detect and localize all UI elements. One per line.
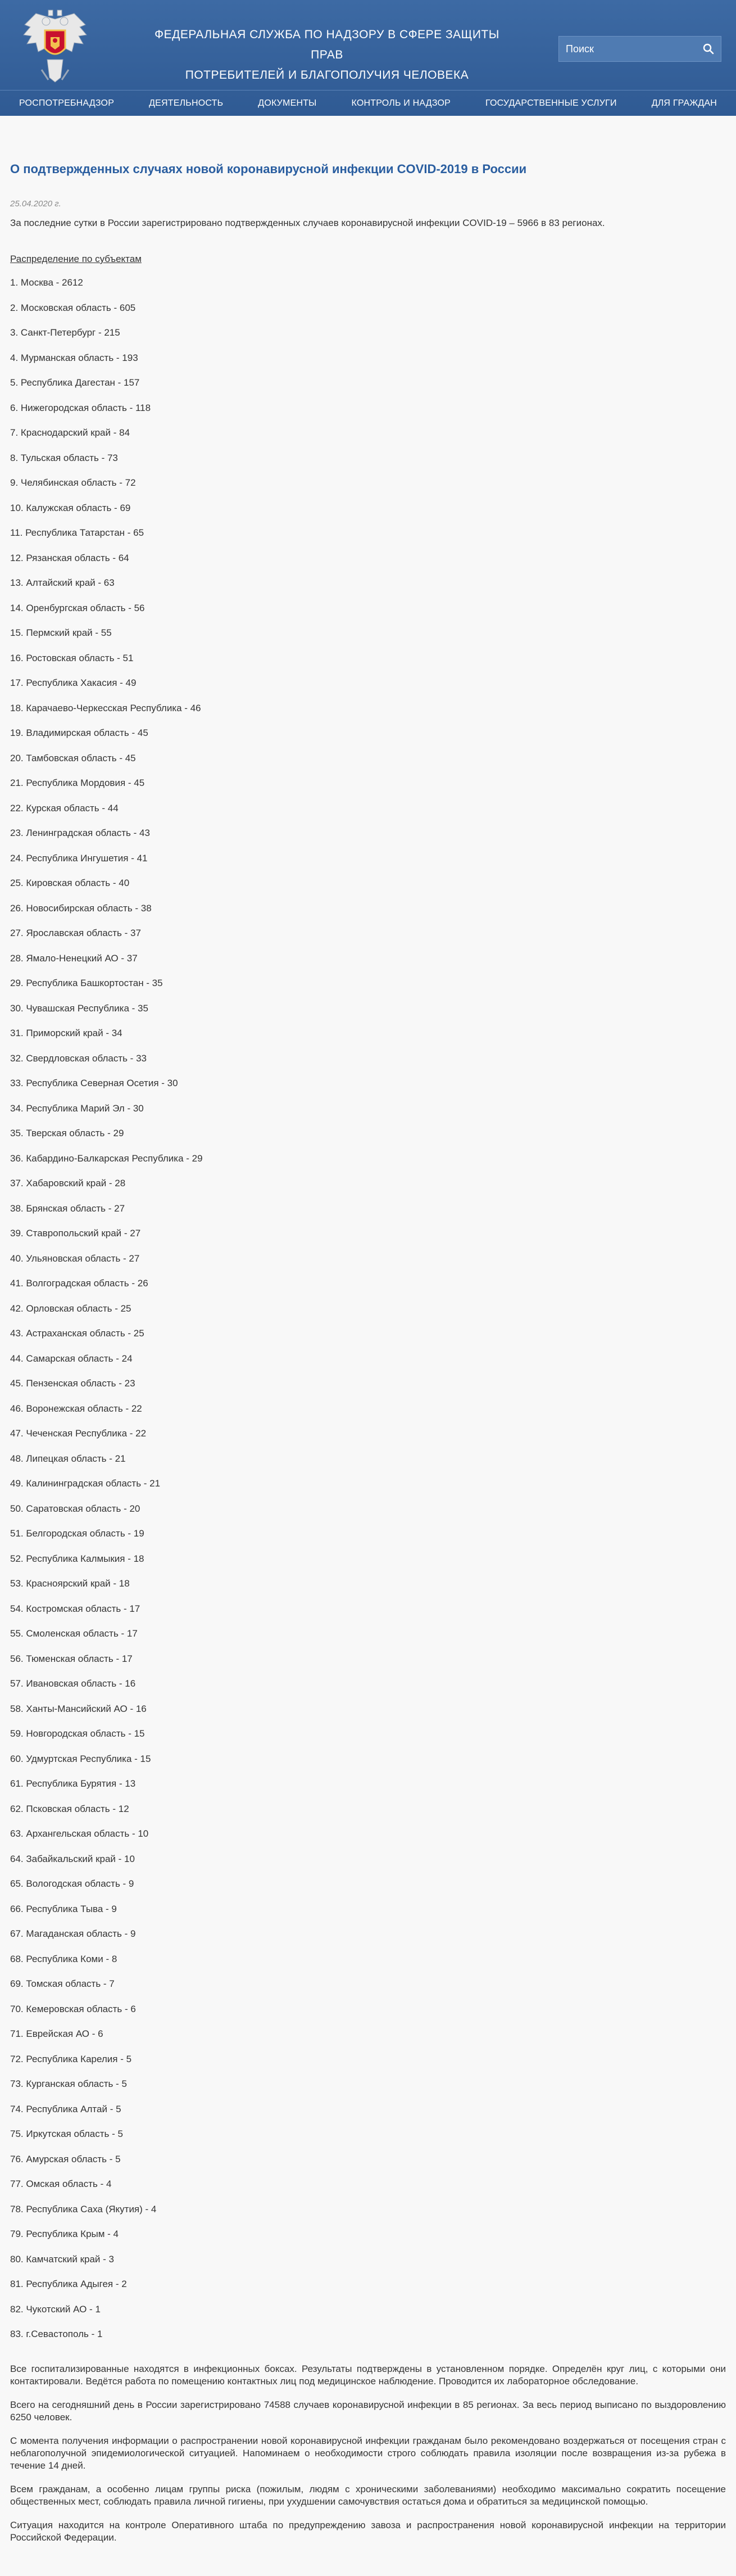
list-item: 28. Ямало-Ненецкий АО - 37 bbox=[10, 952, 138, 964]
list-item: 45. Пензенская область - 23 bbox=[10, 1378, 135, 1389]
list-item: 67. Магаданская область - 9 bbox=[10, 1928, 136, 1939]
article-date: 25.04.2020 г. bbox=[10, 199, 61, 209]
list-item: 80. Камчатский край - 3 bbox=[10, 2253, 114, 2265]
nav-item-control[interactable]: КОНТРОЛЬ И НАДЗОР bbox=[351, 98, 451, 108]
search-box bbox=[558, 36, 721, 62]
list-item: 10. Калужская область - 69 bbox=[10, 502, 131, 513]
region-list bbox=[10, 276, 726, 2353]
list-item: 53. Красноярский край - 18 bbox=[10, 1578, 130, 1589]
list-item: 55. Смоленская область - 17 bbox=[10, 1628, 138, 1639]
main-content bbox=[0, 116, 736, 2576]
list-item: 18. Карачаево-Черкесская Республика - 46 bbox=[10, 702, 201, 713]
list-item: 64. Забайкальский край - 10 bbox=[10, 1853, 135, 1864]
list-item: 48. Липецкая область - 21 bbox=[10, 1453, 126, 1464]
list-item: 83. г.Севастополь - 1 bbox=[10, 2329, 103, 2339]
site-header bbox=[0, 0, 736, 116]
article-title: О подтвержденных случаях новой коронавирусной инфекции COVID-2019 в России bbox=[10, 162, 527, 176]
list-item: 76. Амурская область - 5 bbox=[10, 2153, 121, 2164]
nav-item-services[interactable]: ГОСУДАРСТВЕННЫЕ УСЛУГИ bbox=[485, 98, 617, 108]
list-item: 13. Алтайский край - 63 bbox=[10, 577, 115, 588]
list-item: 24. Республика Ингушетия - 41 bbox=[10, 852, 148, 864]
list-item: 23. Ленинградская область - 43 bbox=[10, 828, 150, 838]
list-item: 57. Ивановская область - 16 bbox=[10, 1678, 136, 1689]
list-item: 5. Республика Дагестан - 157 bbox=[10, 377, 140, 388]
list-item: 2. Московская область - 605 bbox=[10, 302, 136, 313]
list-item: 32. Свердловская область - 33 bbox=[10, 1052, 147, 1064]
nav-item-activity[interactable]: ДЕЯТЕЛЬНОСТЬ bbox=[149, 98, 224, 108]
list-item: 82. Чукотский АО - 1 bbox=[10, 2303, 101, 2315]
list-item: 51. Белгородская область - 19 bbox=[10, 1528, 144, 1539]
list-item: 72. Республика Карелия - 5 bbox=[10, 2053, 132, 2064]
site-title-line2: ПОТРЕБИТЕЛЕЙ И БЛАГОПОЛУЧИЯ ЧЕЛОВЕКА bbox=[185, 69, 469, 82]
article-paragraph: Все госпитализированные находятся в инфекционных боксах. Результаты подтверждены в установленном порядке. Определён круг лиц, с которыми они контактировали. Ведётся работа по помещению контактных лиц под медицинское наблюдение. Проводится их лабораторное обследование. bbox=[10, 2363, 726, 2387]
list-item: 43. Астраханская область - 25 bbox=[10, 1328, 144, 1339]
list-item: 42. Орловская область - 25 bbox=[10, 1303, 131, 1314]
list-item: 29. Республика Башкортостан - 35 bbox=[10, 978, 163, 988]
list-item: 39. Ставропольский край - 27 bbox=[10, 1228, 141, 1239]
list-item: 69. Томская область - 7 bbox=[10, 1978, 115, 1989]
list-item: 16. Ростовская область - 51 bbox=[10, 652, 134, 663]
list-item: 4. Мурманская область - 193 bbox=[10, 352, 138, 363]
list-item: 60. Удмуртская Республика - 15 bbox=[10, 1753, 151, 1764]
article-paragraph: Всем гражданам, а особенно лицам группы риска (пожилым, людям с хроническими заболеваниями) необходимо максимально сократить посещение общественных мест, соблюдать правила личной гигиены, при ухудшении самочувствия остаться дома и обратиться за медицинской помощью. bbox=[10, 2483, 726, 2507]
list-item: 66. Республика Тыва - 9 bbox=[10, 1903, 117, 1914]
article-paragraphs bbox=[10, 2363, 726, 2544]
article-paragraph: С момента получения информации о распространении новой коронавирусной инфекции гражданам было рекомендовано воздержаться от посещения стран с неблагополучной эпидемиологической ситуацией. Напоминаем о необходимости строго соблюдать правила изоляции после возвращения из-за рубежа в течение 14 дней. bbox=[10, 2435, 726, 2471]
list-item: 9. Челябинская область - 72 bbox=[10, 477, 136, 488]
list-item: 37. Хабаровский край - 28 bbox=[10, 1178, 126, 1188]
list-item: 35. Тверская область - 29 bbox=[10, 1128, 124, 1138]
list-item: 1. Москва - 2612 bbox=[10, 277, 83, 288]
list-item: 81. Республика Адыгея - 2 bbox=[10, 2279, 127, 2289]
list-item: 47. Чеченская Республика - 22 bbox=[10, 1428, 147, 1439]
list-item: 12. Рязанская область - 64 bbox=[10, 552, 129, 563]
distribution-heading: Распределение по субъектам bbox=[10, 254, 142, 264]
list-item: 46. Воронежская область - 22 bbox=[10, 1403, 142, 1414]
list-item: 79. Республика Крым - 4 bbox=[10, 2229, 119, 2239]
article-paragraph: Ситуация находится на контроле Оперативного штаба по предупреждению завоза и распространения новой коронавирусной инфекции на территории Российской Федерации. bbox=[10, 2519, 726, 2543]
list-item: 40. Ульяновская область - 27 bbox=[10, 1253, 140, 1264]
list-item: 11. Республика Татарстан - 65 bbox=[10, 527, 144, 538]
list-item: 75. Иркутская область - 5 bbox=[10, 2128, 123, 2139]
list-item: 73. Курганская область - 5 bbox=[10, 2078, 127, 2089]
list-item: 25. Кировская область - 40 bbox=[10, 878, 130, 888]
list-item: 68. Республика Коми - 8 bbox=[10, 1953, 117, 1964]
list-item: 19. Владимирская область - 45 bbox=[10, 727, 148, 738]
list-item: 78. Республика Саха (Якутия) - 4 bbox=[10, 2203, 157, 2215]
list-item: 34. Республика Марий Эл - 30 bbox=[10, 1102, 144, 1114]
list-item: 77. Омская область - 4 bbox=[10, 2179, 112, 2189]
list-item: 61. Республика Бурятия - 13 bbox=[10, 1778, 136, 1789]
emblem-logo[interactable] bbox=[19, 8, 91, 87]
list-item: 50. Саратовская область - 20 bbox=[10, 1503, 140, 1514]
main-nav bbox=[0, 90, 736, 116]
list-item: 30. Чувашская Республика - 35 bbox=[10, 1002, 148, 1014]
list-item: 36. Кабардино-Балкарская Республика - 29 bbox=[10, 1153, 203, 1164]
search-icon[interactable] bbox=[696, 37, 721, 61]
list-item: 74. Республика Алтай - 5 bbox=[10, 2103, 121, 2114]
nav-item-documents[interactable]: ДОКУМЕНТЫ bbox=[258, 98, 317, 108]
list-item: 38. Брянская область - 27 bbox=[10, 1203, 125, 1214]
list-item: 71. Еврейская АО - 6 bbox=[10, 2028, 103, 2039]
article-lead: За последние сутки в России зарегистрировано подтвержденных случаев коронавирусной инфекции COVID-19 – 5966 в 83 регионах. bbox=[10, 218, 605, 228]
list-item: 44. Самарская область - 24 bbox=[10, 1353, 133, 1364]
list-item: 52. Республика Калмыкия - 18 bbox=[10, 1553, 144, 1564]
list-item: 21. Республика Мордовия - 45 bbox=[10, 778, 145, 788]
list-item: 8. Тульская область - 73 bbox=[10, 452, 118, 463]
nav-item-rospotrebnadzor[interactable]: РОСПОТРЕБНАДЗОР bbox=[19, 98, 115, 108]
list-item: 26. Новосибирская область - 38 bbox=[10, 902, 152, 914]
list-item: 49. Калининградская область - 21 bbox=[10, 1478, 161, 1489]
list-item: 15. Пермский край - 55 bbox=[10, 627, 112, 638]
list-item: 33. Республика Северная Осетия - 30 bbox=[10, 1078, 178, 1088]
list-item: 70. Кемеровская область - 6 bbox=[10, 2003, 136, 2014]
list-item: 58. Ханты-Мансийский АО - 16 bbox=[10, 1703, 147, 1714]
search-input[interactable] bbox=[559, 37, 696, 61]
list-item: 3. Санкт-Петербург - 215 bbox=[10, 327, 120, 338]
site-title-line1: ФЕДЕРАЛЬНАЯ СЛУЖБА ПО НАДЗОРУ В СФЕРЕ ЗАЩИТЫ ПРАВ bbox=[155, 28, 499, 61]
list-item: 22. Курская область - 44 bbox=[10, 802, 119, 814]
list-item: 41. Волгоградская область - 26 bbox=[10, 1278, 148, 1289]
list-item: 65. Вологодская область - 9 bbox=[10, 1878, 134, 1889]
list-item: 7. Краснодарский край - 84 bbox=[10, 427, 130, 438]
list-item: 56. Тюменская область - 17 bbox=[10, 1653, 133, 1664]
list-item: 20. Тамбовская область - 45 bbox=[10, 752, 136, 763]
list-item: 63. Архангельская область - 10 bbox=[10, 1828, 149, 1839]
site-title[interactable] bbox=[147, 25, 507, 85]
article-paragraph: Всего на сегодняшний день в России зарегистрировано 74588 случаев коронавирусной инфекции в 85 регионах. За весь период выписано по выздоровлению 6250 человек. bbox=[10, 2399, 726, 2423]
nav-item-citizens[interactable]: ДЛЯ ГРАЖДАН bbox=[651, 98, 717, 108]
list-item: 62. Псковская область - 12 bbox=[10, 1803, 129, 1814]
list-item: 31. Приморский край - 34 bbox=[10, 1028, 122, 1038]
list-item: 27. Ярославская область - 37 bbox=[10, 928, 141, 938]
list-item: 6. Нижегородская область - 118 bbox=[10, 402, 151, 413]
list-item: 54. Костромская область - 17 bbox=[10, 1603, 140, 1614]
list-item: 14. Оренбургская область - 56 bbox=[10, 602, 145, 613]
list-item: 59. Новгородская область - 15 bbox=[10, 1728, 145, 1739]
list-item: 17. Республика Хакасия - 49 bbox=[10, 677, 137, 688]
